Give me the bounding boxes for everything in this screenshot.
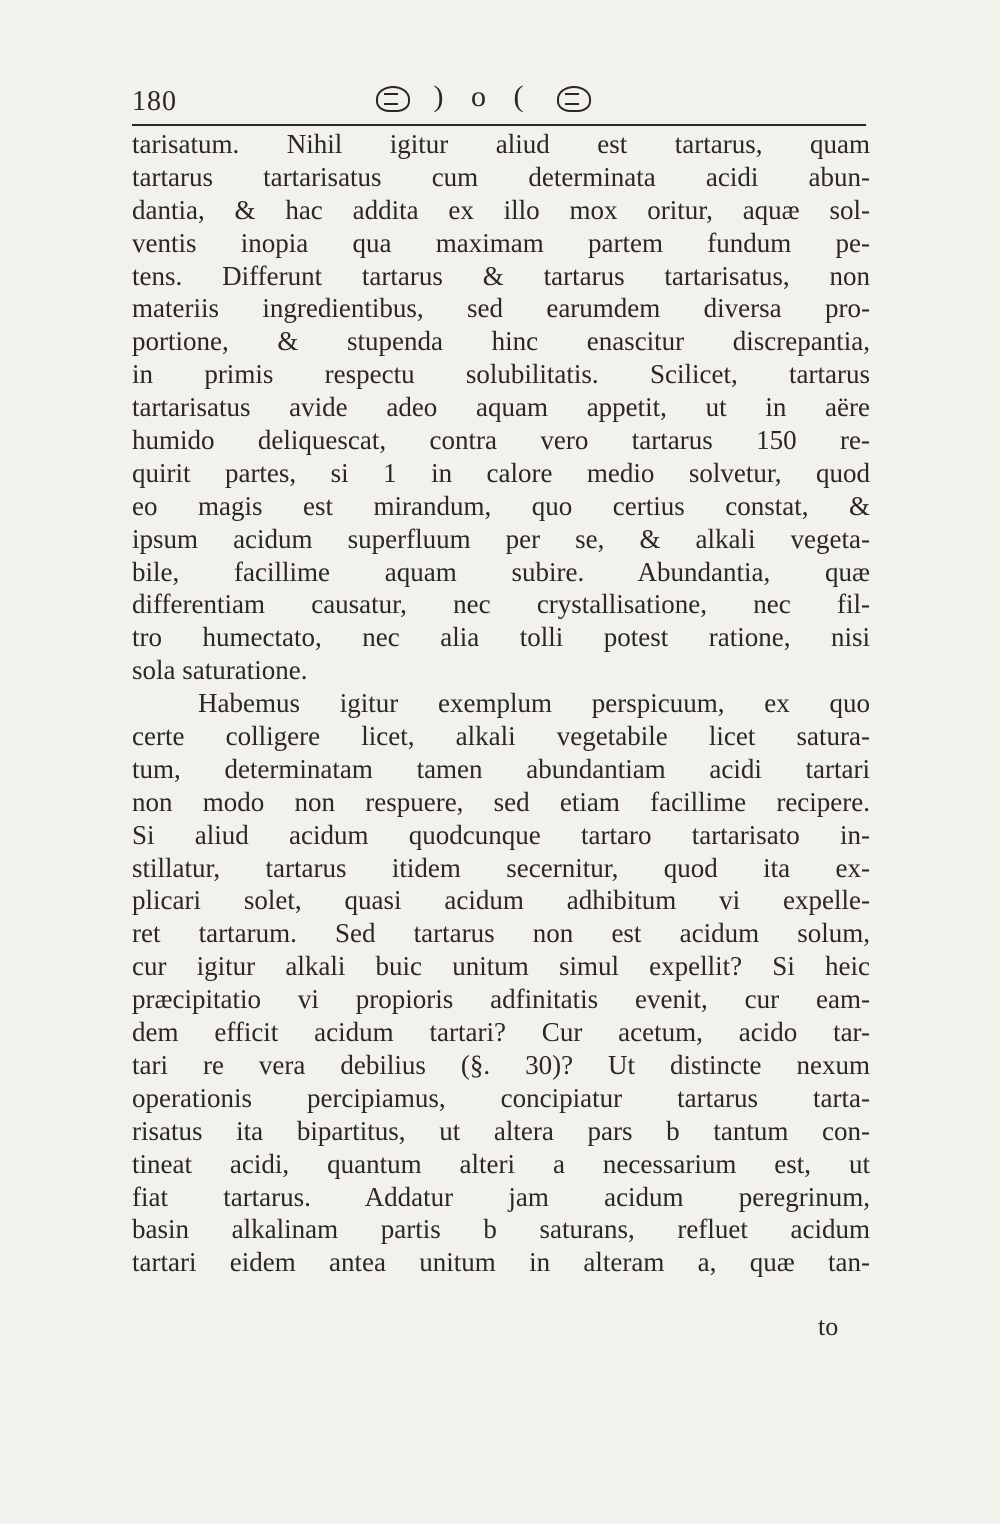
text-line: ventis inopia qua maximam partem fundum pe- <box>132 227 870 258</box>
text-line: dem efficit acidum tartari? Cur acetum, acido tar- <box>132 1017 870 1048</box>
text-line: bile, facillime aquam subire. Abundantia, quæ <box>132 556 870 587</box>
text-line: humido deliquescat, contra vero tartarus 150 re- <box>132 425 870 456</box>
text-line: tineat acidi, quantum alteri a necessarium est, ut <box>132 1148 870 1179</box>
text-line: eo magis est mirandum, quo certius constat, & <box>132 490 870 521</box>
header-ornament <box>370 80 597 114</box>
text-line: cur igitur alkali buic unitum simul expellit? Si heic <box>132 951 870 982</box>
text-line: certe colligere licet, alkali vegetabile licet satura- <box>132 721 870 752</box>
text-line: basin alkalinam partis b saturans, refluet acidum <box>132 1214 870 1245</box>
text-line: risatus ita bipartitus, ut altera pars b tantum con- <box>132 1115 870 1146</box>
text-line: plicari solet, quasi acidum adhibitum vi expelle- <box>132 885 870 916</box>
text-line: differentiam causatur, nec crystallisatione, nec fil- <box>132 589 870 620</box>
header-rule <box>132 124 866 126</box>
page-number: 180 <box>132 86 177 117</box>
text-line: ipsum acidum superfluum per se, & alkali vegeta- <box>132 523 870 554</box>
text-line: tarisatum. Nihil igitur aliud est tartarus, quam <box>132 129 870 159</box>
text-line: Habemus igitur exemplum perspicuum, ex quo <box>198 688 870 719</box>
text-line: tens. Differunt tartarus & tartarus tartarisatus, non <box>132 260 870 291</box>
text-line: ret tartarum. Sed tartarus non est acidum solum, <box>132 918 870 949</box>
text-line: fiat tartarus. Addatur jam acidum peregrinum, <box>132 1181 870 1212</box>
text-line: tartarus tartarisatus cum determinata acidi abun- <box>132 161 870 192</box>
text-line: operationis percipiamus, concipiatur tartarus tarta- <box>132 1082 870 1113</box>
text-line: tari re vera debilius (§. 30)? Ut distincte nexum <box>132 1049 870 1080</box>
text-line: non modo non respuere, sed etiam facillime recipere. <box>132 786 870 817</box>
body-text <box>132 128 870 1279</box>
fleuron-right-icon <box>557 86 591 112</box>
text-line: in primis respectu solubilitatis. Scilicet, tartarus <box>132 359 870 390</box>
catchword: to <box>818 1312 839 1341</box>
text-line: Si aliud acidum quodcunque tartaro tartarisato in- <box>132 819 870 850</box>
text-line: tartari eidem antea unitum in alteram a, quæ tan- <box>132 1247 870 1278</box>
text-line: sola saturatione. <box>132 655 308 686</box>
text-line: quirit partes, si 1 in calore medio solvetur, quod <box>132 457 870 488</box>
text-line: tum, determinatam tamen abundantiam acidi tartari <box>132 753 870 784</box>
text-line: materiis ingredientibus, sed earumdem diversa pro- <box>132 293 870 324</box>
fleuron-left-icon <box>376 86 410 112</box>
text-line: portione, & stupenda hinc enascitur discrepantia, <box>132 326 870 357</box>
text-line: præcipitatio vi propioris adfinitatis evenit, cur eam- <box>132 984 870 1015</box>
text-line: tro humectato, nec alia tolli potest ratione, nisi <box>132 622 870 653</box>
text-line: tartarisatus avide adeo aquam appetit, ut in aëre <box>132 392 870 423</box>
ornament-center: ) o ( <box>433 80 534 113</box>
page-header <box>132 80 866 120</box>
text-line: dantia, & hac addita ex illo mox oritur, aquæ sol- <box>132 194 870 225</box>
text-line: stillatur, tartarus itidem secernitur, quod ita ex- <box>132 852 870 883</box>
